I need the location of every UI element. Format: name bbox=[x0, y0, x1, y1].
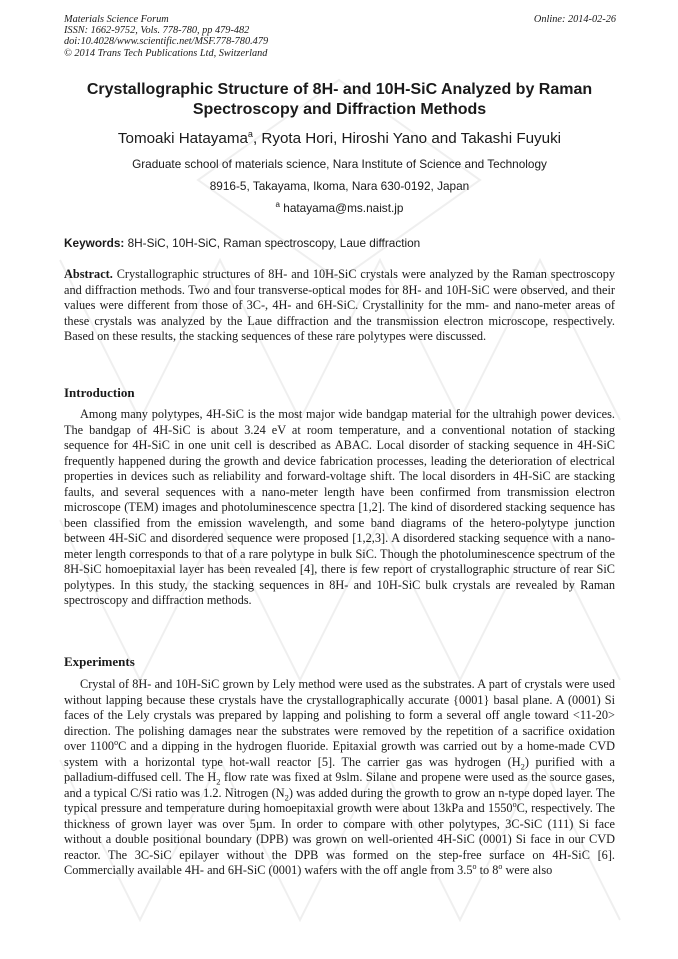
introduction-heading: Introduction bbox=[64, 385, 135, 400]
experiments-section bbox=[64, 677, 615, 879]
journal-header bbox=[64, 14, 268, 59]
experiments-text-part: were also bbox=[502, 863, 553, 877]
subscript: 2 bbox=[216, 776, 221, 787]
experiments-text-part: to 8 bbox=[476, 863, 499, 877]
paper-title bbox=[64, 80, 615, 120]
author-list bbox=[64, 129, 615, 149]
title-line-2: Spectroscopy and Diffraction Methods bbox=[192, 101, 487, 118]
introduction-section bbox=[64, 407, 615, 609]
introduction-text: Among many polytypes, 4H-SiC is the most major wide bandgap material for the ultrahigh power devices. The bandgap of 4H-SiC is about 3.24 eV at room temperature, and a conventional notation of stacking sequence for 4H-SiC in one unit cell is described as ABAC. Local disorder of stacking sequence in 4H-SiC frequently happened during the growth and device fabrication processes, leading the deterioration of electrical properties in devices such as reliability and forward-voltage shift. The local disorders in 4H-SiC are stacking faults, and several sequences with a nano-meter length have been confirmed from transmission electron microscope (TEM) images and photoluminescence spectra [1,2]. The kind of disordered stacking sequence has been classified from the emission wavelength, and some band diagrams of the hetero-polytype junction between 4H-SiC and disordered sequence were proposed [1,2,3]. A disordered stacking sequence with a nano-meter length corresponds to that of a rare polytype in bulk SiC. Though the photoluminescence spectrum of the 8H-SiC homoepitaxial layer has been revealed [4], there is few report of crystallographic structure of rear SiC polytypes. In this study, the stacking sequences in 8H- and 10H-SiC bulk crystals are revealed by Raman spectroscopy and diffraction methods. bbox=[64, 407, 615, 607]
experiments-heading: Experiments bbox=[64, 654, 135, 669]
keywords bbox=[64, 236, 615, 251]
keywords-label: Keywords: bbox=[64, 236, 125, 250]
abstract-label: Abstract. bbox=[64, 267, 113, 281]
degree-mark: o bbox=[472, 861, 477, 871]
subscript: 2 bbox=[520, 760, 525, 771]
journal-name: Materials Science Forum bbox=[64, 14, 169, 25]
issn-line: ISSN: 1662-9752, Vols. 778-780, pp 479-482 bbox=[64, 25, 250, 37]
email-affil-mark: a bbox=[275, 200, 280, 209]
doi-line: doi:10.4028/www.scientific.net/MSF.778-780.479 bbox=[64, 36, 269, 48]
experiments-text-part: ) was added during the growth to grow an n-type doped layer. The typical pressure and temperature during homoepitaxial growth were about 13kPa and 1550 bbox=[64, 785, 615, 815]
experiments-text bbox=[64, 677, 615, 879]
experiments-text-part: C and a dipping in the hydrogen fluoride. Epitaxial growth was carried out by a home-made CVD system with a horizontal type hot-wall reactor [5]. The carrier gas was hydrogen (H bbox=[64, 739, 616, 769]
copyright-line: © 2014 Trans Tech Publications Ltd, Switzerland bbox=[64, 47, 268, 59]
online-date: Online: 2014-02-26 bbox=[533, 14, 616, 25]
keywords-text: 8H-SiC, 10H-SiC, Raman spectroscopy, Laue diffraction bbox=[124, 236, 421, 250]
experiments-text-part: flow rate was fixed at 9slm. Silane and propene were used as the source gases, and a typical C/Si ratio was 1.2. Nitrogen (N bbox=[64, 770, 615, 800]
abstract bbox=[64, 267, 615, 345]
title-line-1: Crystallographic Structure of 8H- and 10H-SiC Analyzed by Raman bbox=[86, 81, 593, 98]
author-rest: , Ryota Hori, Hiroshi Yano and Takashi Fuyuki bbox=[252, 130, 562, 147]
degree-mark: o bbox=[512, 799, 517, 809]
affiliation-line-2: 8916-5, Takayama, Ikoma, Nara 630-0192, Japan bbox=[209, 179, 470, 193]
experiments-text-part: Crystal of 8H- and 10H-SiC grown by Lely method were used as the substrates. A part of crystals were used without lapping because these crystals have the crystallographically accurate {0001} basal plane. A (0001) Si faces of the Lely crystals was prepared by lapping and polishing to form a several off angle toward <11-20> direction. The polishing damages near the substrates were removed by the repetition of a sacrifice oxidation over 1100 bbox=[64, 677, 615, 753]
degree-mark: o bbox=[114, 737, 119, 747]
abstract-text: Crystallographic structures of 8H- and 10H-SiC crystals were analyzed by the Raman spectroscopy and diffraction methods. Two and four transverse-optical modes for 8H- and 10H-SiC were observed, and their values were different from those of 3C-, 4H- and 6H-SiC. Crystallinity for the mm- and nano-meter areas of these crystals was analyzed by the Laue diffraction and the transmission electron microscope, respectively. Based on these results, the stacking sequences of these rare polytypes were discussed. bbox=[64, 267, 615, 343]
subscript: 2 bbox=[284, 791, 289, 802]
experiments-text-part: ) purified with a palladium-diffused cell. The H bbox=[64, 754, 615, 784]
affiliation-line-1: Graduate school of materials science, Nara Institute of Science and Technology bbox=[132, 157, 547, 171]
experiments-text-part: C, respectively. The thickness of grown layer was over 5µm. In order to compare with other polytypes, 3C-SiC (111) Si face without a double positional boundary (DPB) was grown on well-oriented 4H-SiC (0001) Si face in our CVD reactor. The 3C-SiC epilayer without the DPB was formed on the step-free surface on 4H-SiC [6]. Commercially available 4H- and 6H-SiC (0001) wafers with the off angle from 3.5 bbox=[64, 801, 615, 877]
author-affil-mark: a bbox=[247, 129, 253, 139]
author-first: Tomoaki Hatayama bbox=[117, 130, 248, 147]
author-email bbox=[64, 201, 615, 216]
email-address: hatayama@ms.naist.jp bbox=[283, 201, 404, 215]
degree-mark: o bbox=[498, 861, 503, 871]
